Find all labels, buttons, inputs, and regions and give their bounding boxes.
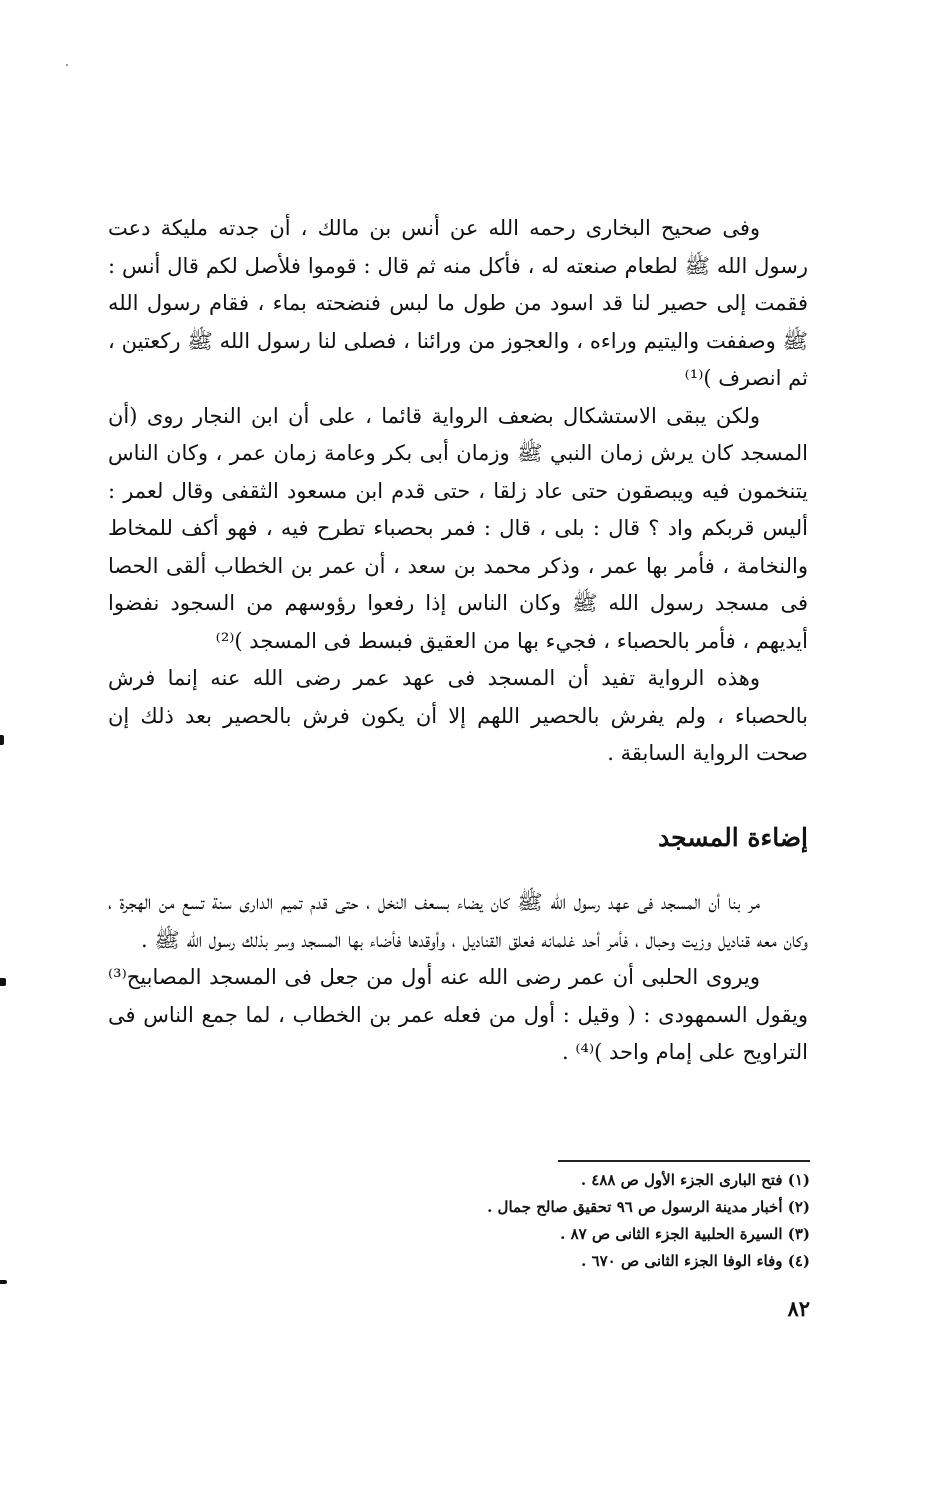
scan-edge-mark — [0, 735, 4, 745]
footnotes-list — [390, 1167, 810, 1275]
footnote-item: (١) فتح البارى الجزء الأول ص ٤٨٨ . — [580, 1171, 810, 1189]
paragraph-1: وفى صحيح البخارى رحمه الله عن أنس بن مالك ، أن جدته مليكة دعت رسول الله ﷺ لطعام صنعته له ، فأكل منه ثم قال : قوموا فلأصل لكم قال أنس : فقمت إلى حصير لنا قد اسود من طول ما لبس فنضحته بماء ، فقام رسول الله ﷺ وصففت واليتيم وراءه ، والعجوز من ورائنا ، فصلى لنا رسول الله ﷺ ركعتين ، ثم انصرف )⁽¹⁾ — [108, 216, 808, 390]
paragraph-3: وهذه الرواية تفيد أن المسجد فى عهد عمر رضى الله عنه إنما فرش بالحصباء ، ولم يفرش بالحصير اللهم إلا أن يكون فرش بالحصير بعد ذلك إن صحت الرواية السابقة . — [108, 666, 808, 765]
paragraph-2: ولكن يبقى الاستشكال بضعف الرواية قائما ، على أن ابن النجار روى (أن المسجد كان يرش زمان النبي ﷺ وزمان أبى بكر وعامة زمان عمر ، وكان الناس يتنخمون فيه ويبصقون حتى عاد زلقا ، حتى قدم ابن مسعود الثقفى وقال لعمر : أليس قربكم واد ؟ قال : بلى ، قال : فمر بحصباء تطرح فيه ، فهو أكف للمخاط والنخامة ، فأمر بها عمر ، وذكر محمد بن سعد ، أن عمر بن الخطاب ألقى الحصا فى مسجد رسول الله ﷺ وكان الناس إذا رفعوا رؤوسهم من السجود نفضوا أيديهم ، فأمر بالحصباء ، فجيء بها من العقيق فبسط فى المسجد )⁽²⁾ — [108, 403, 808, 653]
scan-edge-mark — [0, 978, 6, 986]
footnote-item: (٣) السيرة الحلبية الجزء الثانى ص ٨٧ . — [560, 1225, 810, 1243]
section-heading: إضاءة المسجد — [658, 823, 808, 852]
footnote-item: (٤) وفاء الوفا الجزء الثانى ص ٦٧٠ . — [581, 1252, 810, 1270]
body-text-section-2 — [108, 884, 808, 1072]
page-number: ٨٢ — [787, 1296, 810, 1321]
paragraph-5: ويروى الحلبى أن عمر رضى الله عنه أول من جعل فى المسجد المصابيح⁽³⁾ ويقول السمهودى : ( وقيل : أول من فعله عمر بن الخطاب ، لما جمع الناس فى التراويح على إمام واحد )⁽⁴⁾ . — [108, 965, 808, 1064]
body-text-section-1 — [108, 210, 808, 773]
scan-speck — [66, 64, 68, 66]
footnote-item: (٢) أخبار مدينة الرسول ص ٩٦ تحقيق صالح جمال . — [487, 1198, 810, 1216]
footnote-divider — [558, 1160, 810, 1162]
paragraph-4: مر بنا أن المسجد فى عهد رسول الله ﷺ كان يضاء بسعف النخل ، حتى قدم تميم الدارى سنة تسع من الهجرة ، وكان معه قناديل وزيت وحبال ، فأمر أحد غلمانه فعلق القناديل ، وأوقدها فأضاء بها المسجد وسر بذلك رسول الله ﷺ . — [108, 890, 808, 952]
scan-edge-mark — [0, 1280, 7, 1284]
